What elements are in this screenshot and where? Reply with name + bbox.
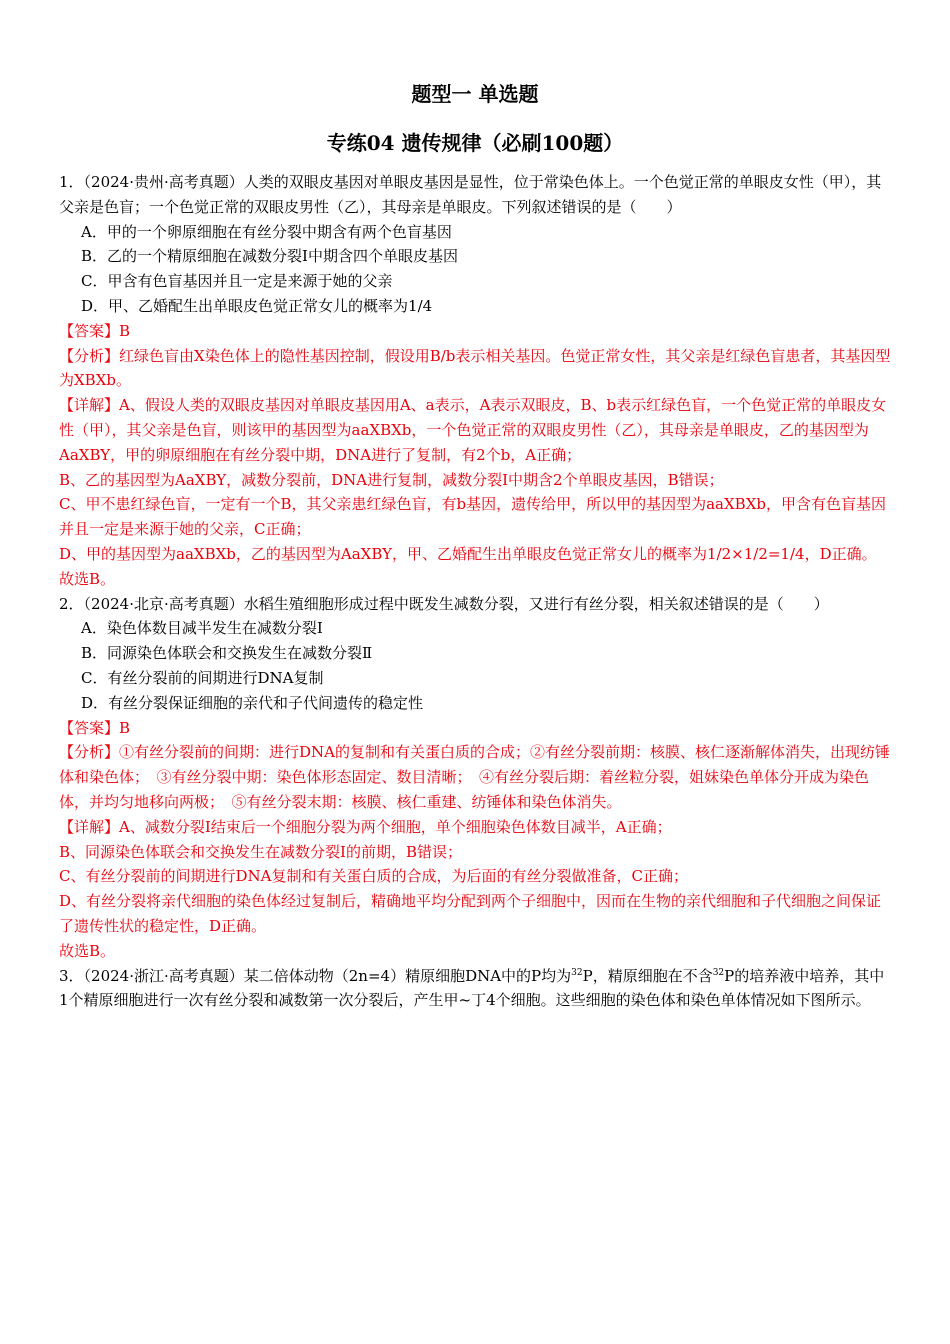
answer-label: 【答案】 (59, 321, 120, 340)
question-2-detail-d: D、有丝分裂将亲代细胞的染色体经过复制后，精确地平均分配到两个子细胞中，因而在生物的亲代细胞和子代细胞之间保证了遗传性状的稳定性，D正确。 (59, 892, 882, 935)
question-1-option-c: C．甲含有色盲基因并且一定是来源于她的父亲 (81, 272, 393, 291)
answer-value: B (119, 718, 131, 737)
stem-part: 3．（2024·浙江·高考真题）某二倍体动物（2n=4）精原细胞DNA中的P均为 (59, 966, 572, 985)
question-2-option-d: D．有丝分裂保证细胞的亲代和子代间遗传的稳定性 (81, 693, 424, 712)
question-1-answer (59, 319, 893, 344)
question-2-stem: 2．（2024·北京·高考真题）水稻生殖细胞形成过程中既发生减数分裂，又进行有丝分裂，相关叙述错误的是（ ） (59, 594, 829, 613)
question-2-conclusion: 故选B。 (59, 941, 116, 960)
question-2-detail-b: B、同源染色体联会和交换发生在减数分裂Ⅰ的前期，B错误； (59, 842, 462, 861)
question-1-detail-d: D、甲的基因型为aaXBXb，乙的基因型为AaXBY，甲、乙婚配生出单眼皮色觉正常女儿的概率为1/2×1/2=1/4，D正确。 (59, 544, 877, 563)
detail-text: A、假设人类的双眼皮基因对单眼皮基因用A、a表示，A表示双眼皮，B、b表示红绿色盲，一个色觉正常的单眼皮女性（甲），其父亲是色盲，则该甲的基因型为aaXBXb，一个色觉正常的双眼皮男性（乙），其母亲是单眼皮，乙的基因型为AaXBY，甲的卵原细胞在有丝分裂中期，DNA进行了复制，有2个b，A正确； (59, 396, 887, 464)
question-1-detail-c: C、甲不患红绿色盲，一定有一个B，其父亲患红绿色盲，有b基因，遗传给甲，所以甲的基因型为aaXBXb，甲含有色盲基因并且一定是来源于她的父亲，C正确； (59, 495, 886, 539)
isotope-superscript: 32 (571, 967, 583, 978)
document-title: 专练04 遗传规律（必刷100题） (326, 131, 624, 155)
analysis-label: 【分析】 (59, 743, 120, 762)
question-1-stem: 1．（2024·贵州·高考真题）人类的双眼皮基因对单眼皮基因是显性，位于常染色体上。一个色觉正常的单眼皮女性（甲），其父亲是色盲；一个色觉正常的双眼皮男性（乙），其母亲是单眼皮。下列叙述错误的是（ ） (59, 173, 882, 216)
analysis-text: 红绿色盲由X染色体上的隐性基因控制，假设用B/b表示相关基因。色觉正常女性，其父亲是红绿色盲患者，其基因型为XBXb。 (59, 346, 891, 390)
isotope-superscript: 32 (712, 967, 725, 978)
question-2-option-b: B．同源染色体联会和交换发生在减数分裂Ⅱ (81, 644, 373, 663)
question-2-detail-a (59, 815, 893, 840)
question-2-option-c: C．有丝分裂前的间期进行DNA复制 (81, 668, 324, 687)
question-1-detail-b: B、乙的基因型为AaXBY，减数分裂前，DNA进行复制，减数分裂Ⅰ中期含2个单眼皮基因，B错误； (59, 470, 724, 489)
analysis-text: ①有丝分裂前的间期：进行DNA的复制和有关蛋白质的合成；②有丝分裂前期：核膜、核仁逐渐解体消失，出现纺锤体和染色体； ③有丝分裂中期：染色体形态固定、数目清晰； ④有丝分裂后期：着丝粒分裂，姐妹染色单体分开成为染色体，并均匀地移向两极； ⑤有丝分裂末期：核膜、核仁重建、纺锤体和染色体消失。 (59, 743, 891, 811)
question-2-answer (59, 716, 893, 741)
detail-text: A、减数分裂Ⅰ结束后一个细胞分裂为两个细胞，单个细胞染色体数目减半，A正确； (119, 817, 672, 836)
detail-label: 【详解】 (59, 817, 120, 836)
question-1-detail-a (59, 393, 893, 467)
answer-value: B (119, 321, 131, 340)
stem-part: P的培养液中培养，其中1个精原细胞进行一次有丝分裂和减数第一次分裂后，产生甲~丁4个细胞。这些细胞的染色体和染色单体情况如下图所示。 (59, 966, 885, 1010)
section-title: 题型一 单选题 (411, 82, 539, 106)
analysis-label: 【分析】 (59, 346, 120, 365)
document-body (59, 170, 893, 1013)
question-2-detail-c: C、有丝分裂前的间期进行DNA复制和有关蛋白质的合成，为后面的有丝分裂做准备，C正确； (59, 867, 688, 886)
stem-part: P，精原细胞在不含 (582, 966, 713, 985)
question-1-option-d: D．甲、乙婚配生出单眼皮色觉正常女儿的概率为1/4 (81, 296, 433, 315)
question-1-analysis (59, 344, 893, 394)
answer-label: 【答案】 (59, 718, 120, 737)
question-3-stem (59, 964, 893, 1014)
question-1-option-a: A．甲的一个卵原细胞在有丝分裂中期含有两个色盲基因 (81, 222, 452, 241)
detail-label: 【详解】 (59, 396, 120, 415)
question-1-option-b: B．乙的一个精原细胞在减数分裂Ⅰ中期含四个单眼皮基因 (81, 247, 458, 266)
question-2-analysis (59, 740, 893, 814)
question-2-option-a: A．染色体数目减半发生在减数分裂Ⅰ (81, 619, 323, 638)
question-1-conclusion: 故选B。 (59, 569, 116, 588)
